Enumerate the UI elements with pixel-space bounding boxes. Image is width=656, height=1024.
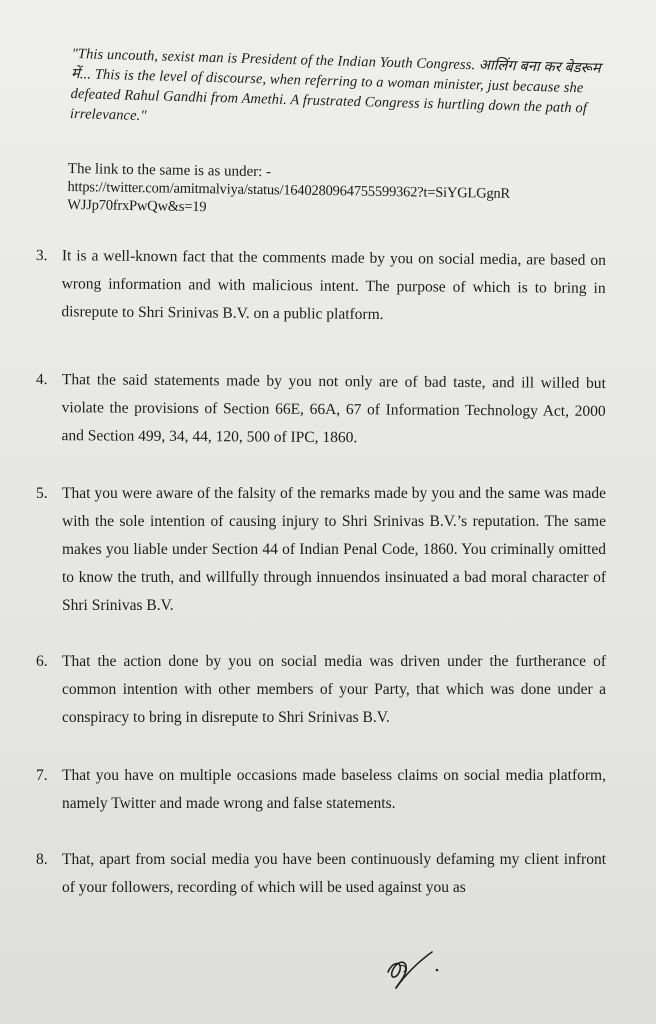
quoted-tweet-text: "This uncouth, sexist man is President of the Indian Youth Congress. आलिंग बना कर बेडरूम में... This is the level of discourse, when referring to a woman minister, just because she defeated Rahul Gandhi from Amethi. A frustrated Congress is hurtling down the path of irrelevance."	[69, 45, 602, 125]
tweet-url-line-2: WJJp70frxPwQw&s=19	[67, 196, 207, 216]
paragraph-5	[36, 480, 606, 620]
paragraph-text: That you were aware of the falsity of the remarks made by you and the same was made with the sole intention of causing injury to Shri Srinivas B.V.’s reputation. The same makes you liable under Section 44 of Indian Penal Code, 1860. You criminally omitted to know the truth, and willfully through innuendos insinuated a bad moral character of Shri Srinivas B.V.	[62, 485, 606, 614]
paragraph-number: 6.	[36, 653, 48, 670]
tweet-url-line-1: https://twitter.com/amitmalviya/status/1640280964755599362?t=SiYGLGgnR	[67, 178, 511, 202]
paragraph-text: It is a well-known fact that the comments made by you on social media, are based on wrong information and with malicious intent. The purpose of which is to bring in disrepute to Shri Srinivas B.V. on a public platform.	[61, 247, 606, 324]
tweet-link-block	[67, 160, 608, 222]
paragraph-4	[35, 366, 606, 454]
paragraph-number: 3.	[35, 246, 48, 265]
paragraph-number: 4.	[35, 370, 48, 389]
paragraph-6	[36, 648, 606, 732]
paragraph-number: 8.	[36, 851, 48, 868]
paragraph-3	[35, 242, 606, 331]
paragraph-text: That you have on multiple occasions made baseless claims on social media platform, namely Twitter and made wrong and false statements.	[62, 767, 606, 812]
paragraph-text: That, apart from social media you have been continuously defaming my client infront of your followers, recording of which will be used against you as	[62, 851, 606, 896]
link-intro: The link to the same is as under: -	[67, 160, 272, 181]
quoted-tweet	[70, 44, 612, 139]
paragraph-8	[36, 846, 606, 902]
handwritten-signature	[380, 944, 444, 990]
paragraph-number: 7.	[36, 767, 48, 784]
paragraph-number: 5.	[36, 485, 48, 502]
paragraph-text: That the said statements made by you not only are of bad taste, and ill willed but violate the provisions of Section 66E, 66A, 67 of Information Technology Act, 2000 and Section 499, 34, 44, 120, 500 of IPC, 1860.	[61, 371, 606, 447]
paragraph-7	[36, 762, 606, 818]
paragraph-text: That the action done by you on social media was driven under the furtherance of common intention with other members of your Party, that which was done under a conspiracy to bring in disrepute to Shri Srinivas B.V.	[62, 653, 606, 726]
